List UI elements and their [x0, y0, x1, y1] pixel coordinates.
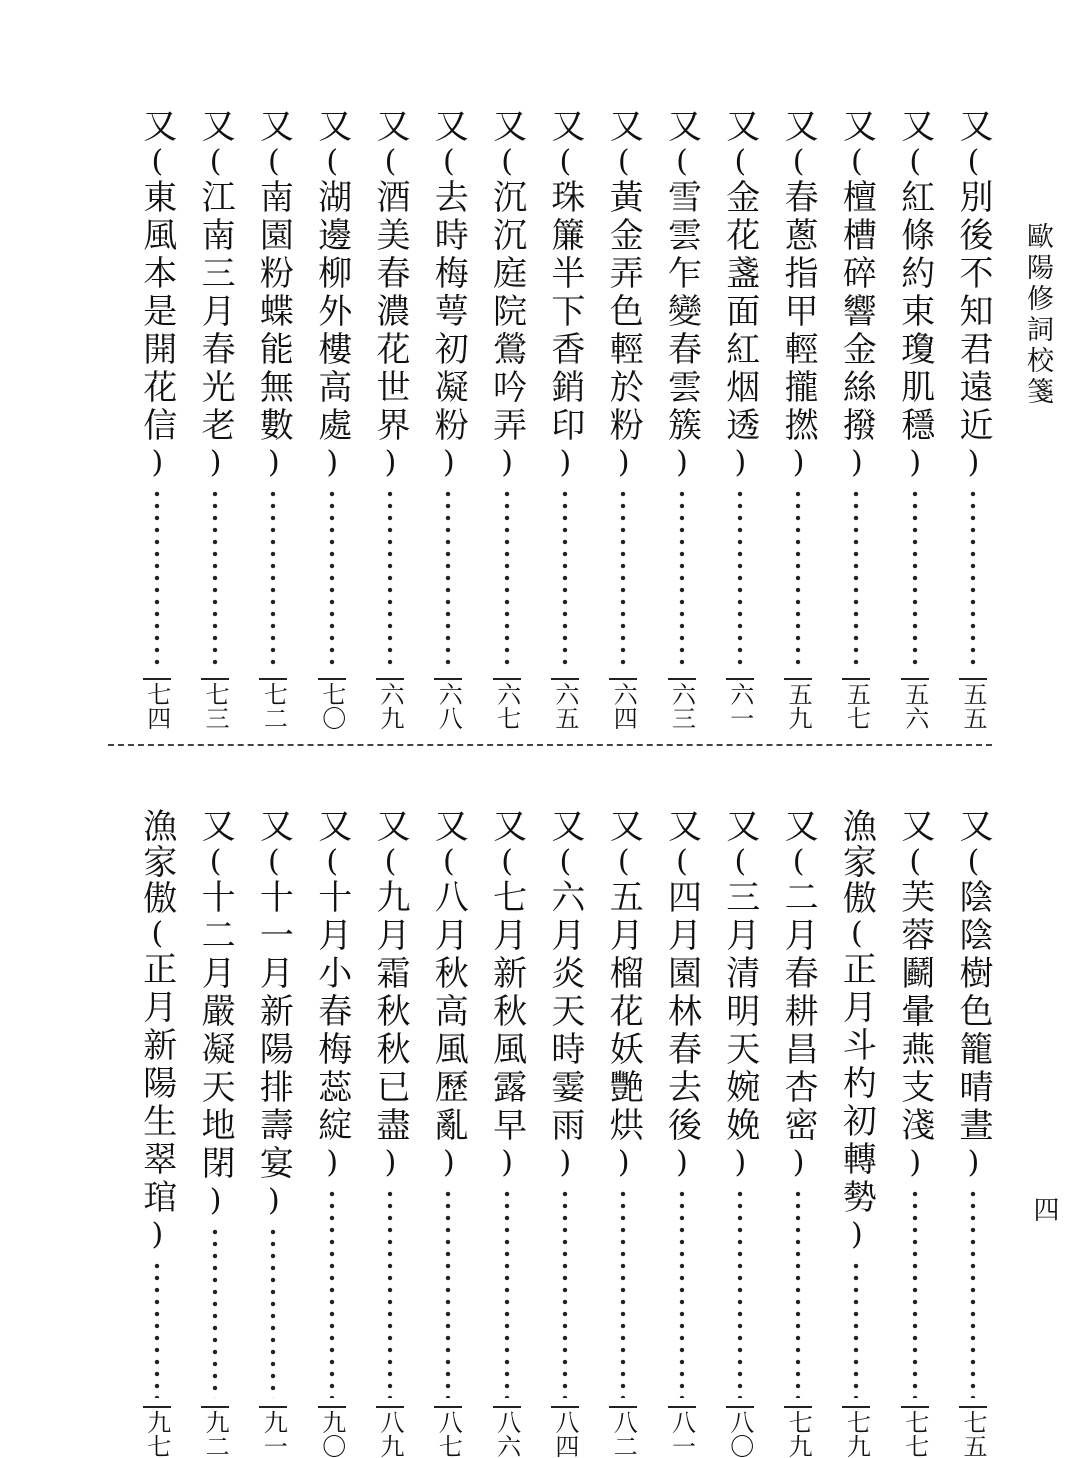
open-paren: (: [956, 144, 991, 179]
entry-tune-name: 又: [253, 108, 294, 144]
entry-first-line: 東風本是開花信: [136, 179, 177, 445]
entry-page-number: [959, 1406, 987, 1458]
page-dash: [201, 678, 229, 680]
page-number-text: 六七: [492, 682, 521, 730]
close-paren: ): [547, 445, 583, 480]
open-paren: (: [781, 144, 817, 179]
page-number-text: 六四: [609, 682, 638, 730]
toc-entry: [484, 108, 530, 730]
entry-page-number: [842, 678, 870, 730]
page-dash: [842, 678, 870, 680]
close-paren: ): [256, 445, 292, 480]
entry-tune-name: 又: [544, 808, 585, 844]
toc-entry: [659, 808, 705, 1458]
dot-leader: [912, 488, 918, 670]
entry-first-line: 紅條約束瓊肌穩: [894, 179, 935, 445]
entry-tune-name: 又: [370, 108, 410, 144]
entry-tune-name: 又: [603, 808, 644, 844]
open-paren: (: [139, 144, 175, 179]
entry-page-number: [434, 678, 462, 730]
page-dash: [493, 1406, 521, 1408]
entry-page-number: [668, 678, 696, 730]
entry-first-line: 三月清明天婉娩: [719, 879, 760, 1145]
dot-leader: [212, 488, 218, 670]
toc-entry: [600, 108, 646, 730]
page-dash: [901, 678, 929, 680]
page-number-text: 八四: [550, 1410, 579, 1458]
dot-leader: [387, 1188, 393, 1398]
toc-entry: [250, 108, 296, 730]
open-paren: (: [722, 844, 758, 879]
entry-tune-name: 又: [894, 108, 935, 144]
entry-tune-name: 又: [486, 108, 527, 144]
dot-leader: [912, 1188, 918, 1398]
dot-leader: [212, 1226, 218, 1398]
dot-leader: [154, 1260, 160, 1398]
dot-leader: [329, 1188, 335, 1398]
toc-entry: [892, 108, 938, 730]
page-number-text: 七三: [201, 682, 230, 730]
entry-tune-name: 又: [894, 808, 935, 844]
toc-entry: [833, 108, 879, 730]
entry-first-line: 金花盞面紅烟透: [719, 179, 760, 445]
page-dash: [493, 678, 521, 680]
close-paren: ): [606, 445, 642, 480]
toc-entry: [717, 108, 763, 730]
entry-first-line: 二月春耕昌杏密: [778, 879, 819, 1145]
page-dash: [668, 678, 696, 680]
close-paren: ): [664, 445, 700, 480]
page-number-text: 七〇: [317, 682, 346, 730]
page-number-text: 五五: [959, 682, 987, 730]
close-paren: ): [489, 445, 525, 480]
dot-leader: [562, 1188, 568, 1398]
page-dash: [668, 1406, 696, 1408]
dot-leader: [795, 488, 801, 670]
entry-first-line: 沉沉庭院鶯吟弄: [486, 179, 527, 445]
dot-leader: [445, 488, 451, 670]
entry-page-number: [726, 678, 754, 730]
entry-first-line: 湖邊柳外樓高處: [311, 179, 352, 445]
toc-entry: [134, 108, 180, 730]
open-paren: (: [606, 144, 642, 179]
entry-page-number: [259, 678, 287, 730]
open-paren: (: [606, 844, 642, 879]
toc-entry: [950, 808, 996, 1458]
entry-tune-name: 又: [370, 808, 410, 844]
close-paren: ): [139, 445, 175, 480]
dot-leader: [970, 488, 976, 670]
entry-tune-name: 又: [311, 808, 352, 844]
page-dash: [901, 1406, 929, 1408]
page-number-text: 六九: [376, 682, 404, 730]
entry-page-number: [842, 1406, 870, 1458]
entry-tune-name: 又: [778, 108, 819, 144]
dot-leader: [620, 1188, 626, 1398]
page-number: 四: [1029, 1196, 1059, 1222]
page-number-text: 五六: [900, 682, 929, 730]
close-paren: ): [314, 1145, 350, 1180]
entry-page-number: [609, 1406, 637, 1458]
page-dash: [784, 678, 812, 680]
entry-page-number: [609, 678, 637, 730]
page-dash: [434, 678, 462, 680]
entry-page-number: [143, 678, 171, 730]
running-head: 歐陽修詞校箋: [1022, 222, 1053, 408]
open-paren: (: [373, 844, 408, 879]
page-number-text: 九〇: [317, 1410, 346, 1458]
entry-first-line: 正月斗杓初轉勢: [836, 951, 877, 1217]
page-number-text: 七九: [842, 1410, 871, 1458]
toc-entry: [542, 108, 588, 730]
entry-tune-name: 又: [953, 108, 993, 144]
toc-entry: [775, 808, 821, 1458]
page-dash: [959, 678, 987, 680]
page-number-text: 五九: [784, 682, 813, 730]
entry-tune-name: 又: [778, 808, 819, 844]
entry-first-line: 五月榴花妖艷烘: [603, 879, 644, 1145]
entry-first-line: 十一月新陽排壽宴: [253, 879, 294, 1183]
dot-leader: [154, 488, 160, 670]
page-number-text: 七七: [900, 1410, 929, 1458]
entry-page-number: [901, 678, 929, 730]
page-number-text: 八七: [434, 1410, 463, 1458]
toc-entry: [367, 808, 413, 1458]
entry-first-line: 八月秋高風歷亂: [428, 879, 469, 1145]
entry-first-line: 江南三月春光老: [195, 179, 236, 445]
page-dash: [551, 678, 579, 680]
entry-tune-name: 又: [195, 108, 236, 144]
entry-page-number: [376, 678, 404, 730]
entry-tune-name: 又: [136, 108, 177, 144]
page-number-text: 七四: [142, 682, 171, 730]
dot-leader: [504, 1188, 510, 1398]
entry-page-number: [318, 678, 346, 730]
entry-first-line: 陰陰樹色籠晴晝: [953, 879, 993, 1145]
dot-leader: [970, 1188, 976, 1398]
open-paren: (: [547, 844, 583, 879]
close-paren: ): [431, 445, 467, 480]
page-dash: [434, 1406, 462, 1408]
open-paren: (: [722, 144, 758, 179]
page-number-text: 八六: [492, 1410, 521, 1458]
toc-entry: [542, 808, 588, 1458]
page-number-text: 九二: [201, 1410, 230, 1458]
dot-leader: [387, 488, 393, 670]
page-number-text: 六一: [725, 682, 754, 730]
close-paren: ): [956, 445, 991, 480]
entry-tune-name: 又: [661, 808, 702, 844]
toc-entry: [192, 808, 238, 1458]
block-divider: [108, 744, 992, 746]
entry-tune-name: 又: [661, 108, 702, 144]
entry-page-number: [259, 1406, 287, 1458]
entry-page-number: [493, 678, 521, 730]
toc-entry: [833, 808, 879, 1458]
entry-first-line: 別後不知君遠近: [953, 179, 993, 445]
entry-page-number: [201, 1406, 229, 1458]
entry-page-number: [551, 1406, 579, 1458]
dot-leader: [445, 1188, 451, 1398]
dot-leader: [853, 488, 859, 670]
close-paren: ): [839, 1217, 875, 1252]
page-number-text: 八九: [376, 1410, 404, 1458]
open-paren: (: [256, 144, 292, 179]
entry-first-line: 黃金弄色輕於粉: [603, 179, 644, 445]
entry-first-line: 六月炎天時霎雨: [544, 879, 585, 1145]
close-paren: ): [547, 1145, 583, 1180]
entry-first-line: 春蔥指甲輕攏撚: [778, 179, 819, 445]
entry-tune-name: 又: [428, 808, 469, 844]
dot-leader: [679, 488, 685, 670]
close-paren: ): [314, 445, 350, 480]
close-paren: ): [781, 445, 817, 480]
open-paren: (: [373, 144, 408, 179]
open-paren: (: [431, 844, 467, 879]
open-paren: (: [198, 144, 234, 179]
entry-tune-name: 又: [719, 808, 760, 844]
entry-page-number: [901, 1406, 929, 1458]
close-paren: ): [781, 1145, 817, 1180]
dot-leader: [620, 488, 626, 670]
open-paren: (: [256, 844, 292, 879]
page-dash: [376, 1406, 404, 1408]
toc-entry: [659, 108, 705, 730]
dot-leader: [795, 1188, 801, 1398]
entry-tune-name: 又: [836, 108, 877, 144]
toc-entry: [250, 808, 296, 1458]
close-paren: ): [489, 1145, 525, 1180]
entry-tune-name: 又: [428, 108, 469, 144]
page-dash: [318, 678, 346, 680]
page-dash: [609, 1406, 637, 1408]
toc-entry: [600, 808, 646, 1458]
entry-first-line: 四月園林春去後: [661, 879, 702, 1145]
page-number-text: 七五: [959, 1410, 987, 1458]
open-paren: (: [431, 144, 467, 179]
open-paren: (: [664, 144, 700, 179]
open-paren: (: [897, 844, 933, 879]
entry-page-number: [434, 1406, 462, 1458]
dot-leader: [270, 1226, 276, 1398]
toc-entry: [484, 808, 530, 1458]
close-paren: ): [139, 1217, 175, 1252]
open-paren: (: [198, 844, 234, 879]
page-number-text: 七二: [259, 682, 288, 730]
open-paren: (: [839, 144, 875, 179]
close-paren: ): [373, 445, 408, 480]
page-dash: [551, 1406, 579, 1408]
entry-page-number: [376, 1406, 404, 1458]
toc-entry: [309, 108, 355, 730]
entry-first-line: 芙蓉鬬暈燕支淺: [894, 879, 935, 1145]
close-paren: ): [198, 1183, 234, 1218]
page-number-text: 八一: [667, 1410, 696, 1458]
entry-page-number: [551, 678, 579, 730]
close-paren: ): [722, 1145, 758, 1180]
entry-tune-name: 漁家傲: [136, 808, 177, 916]
entry-first-line: 九月霜秋秋已盡: [370, 879, 410, 1145]
close-paren: ): [897, 445, 933, 480]
open-paren: (: [839, 916, 875, 951]
close-paren: ): [664, 1145, 700, 1180]
open-paren: (: [314, 844, 350, 879]
open-paren: (: [956, 844, 991, 879]
entry-page-number: [784, 1406, 812, 1458]
close-paren: ): [606, 1145, 642, 1180]
open-paren: (: [489, 144, 525, 179]
close-paren: ): [722, 445, 758, 480]
open-paren: (: [897, 144, 933, 179]
toc-entry: [775, 108, 821, 730]
toc-entry: [134, 808, 180, 1458]
entry-tune-name: 又: [603, 108, 644, 144]
entry-tune-name: 又: [486, 808, 527, 844]
open-paren: (: [489, 844, 525, 879]
entry-page-number: [784, 678, 812, 730]
entry-page-number: [318, 1406, 346, 1458]
page-dash: [609, 678, 637, 680]
entry-first-line: 南園粉蝶能無數: [253, 179, 294, 445]
dot-leader: [329, 488, 335, 670]
page-dash: [143, 1406, 171, 1408]
page-number-text: 七九: [784, 1410, 813, 1458]
dot-leader: [853, 1260, 859, 1398]
close-paren: ): [198, 445, 234, 480]
open-paren: (: [547, 144, 583, 179]
page-dash: [726, 678, 754, 680]
dot-leader: [679, 1188, 685, 1398]
entry-first-line: 雪雲乍變春雲簇: [661, 179, 702, 445]
entry-first-line: 去時梅萼初凝粉: [428, 179, 469, 445]
page-number-text: 八〇: [725, 1410, 754, 1458]
page-dash: [143, 678, 171, 680]
page-dash: [259, 1406, 287, 1408]
entry-first-line: 七月新秋風露早: [486, 879, 527, 1145]
open-paren: (: [781, 844, 817, 879]
entry-tune-name: 漁家傲: [836, 808, 877, 916]
page-number-text: 五七: [842, 682, 871, 730]
entry-first-line: 十二月嚴凝天地閉: [195, 879, 236, 1183]
page-dash: [959, 1406, 987, 1408]
page-dash: [259, 678, 287, 680]
page-dash: [376, 678, 404, 680]
page-number-text: 八二: [609, 1410, 638, 1458]
toc-entry: [309, 808, 355, 1458]
page-dash: [784, 1406, 812, 1408]
open-paren: (: [664, 844, 700, 879]
page-number-text: 六五: [550, 682, 579, 730]
close-paren: ): [956, 1145, 991, 1180]
page-dash: [726, 1406, 754, 1408]
page-dash: [842, 1406, 870, 1408]
toc-entry: [425, 808, 471, 1458]
entry-page-number: [726, 1406, 754, 1458]
entry-tune-name: 又: [953, 808, 993, 844]
entry-first-line: 十月小春梅蕊綻: [311, 879, 352, 1145]
entry-first-line: 酒美春濃花世界: [370, 179, 410, 445]
entry-page-number: [959, 678, 987, 730]
toc-entry: [367, 108, 413, 730]
dot-leader: [270, 488, 276, 670]
entry-first-line: 珠簾半下香銷印: [544, 179, 585, 445]
close-paren: ): [373, 1145, 408, 1180]
entry-page-number: [493, 1406, 521, 1458]
dot-leader: [737, 1188, 743, 1398]
page-dash: [201, 1406, 229, 1408]
toc-entry: [950, 108, 996, 730]
close-paren: ): [431, 1145, 467, 1180]
page-dash: [318, 1406, 346, 1408]
entry-tune-name: 又: [544, 108, 585, 144]
entry-tune-name: 又: [311, 108, 352, 144]
page-number-text: 六三: [667, 682, 696, 730]
entry-tune-name: 又: [253, 808, 294, 844]
entry-first-line: 正月新陽生翠琯: [136, 951, 177, 1217]
toc-entry: [425, 108, 471, 730]
page-number-text: 六八: [434, 682, 463, 730]
toc-entry: [717, 808, 763, 1458]
close-paren: ): [839, 445, 875, 480]
close-paren: ): [256, 1183, 292, 1218]
dot-leader: [737, 488, 743, 670]
entry-page-number: [668, 1406, 696, 1458]
page-number-text: 九七: [142, 1410, 171, 1458]
close-paren: ): [897, 1145, 933, 1180]
page-number-text: 九一: [259, 1410, 288, 1458]
open-paren: (: [314, 144, 350, 179]
open-paren: (: [139, 916, 175, 951]
entry-page-number: [143, 1406, 171, 1458]
dot-leader: [504, 488, 510, 670]
toc-entry: [892, 808, 938, 1458]
entry-first-line: 檀槽碎響金絲撥: [836, 179, 877, 445]
toc-entry: [192, 108, 238, 730]
entry-page-number: [201, 678, 229, 730]
dot-leader: [562, 488, 568, 670]
entry-tune-name: 又: [719, 108, 760, 144]
entry-tune-name: 又: [195, 808, 236, 844]
